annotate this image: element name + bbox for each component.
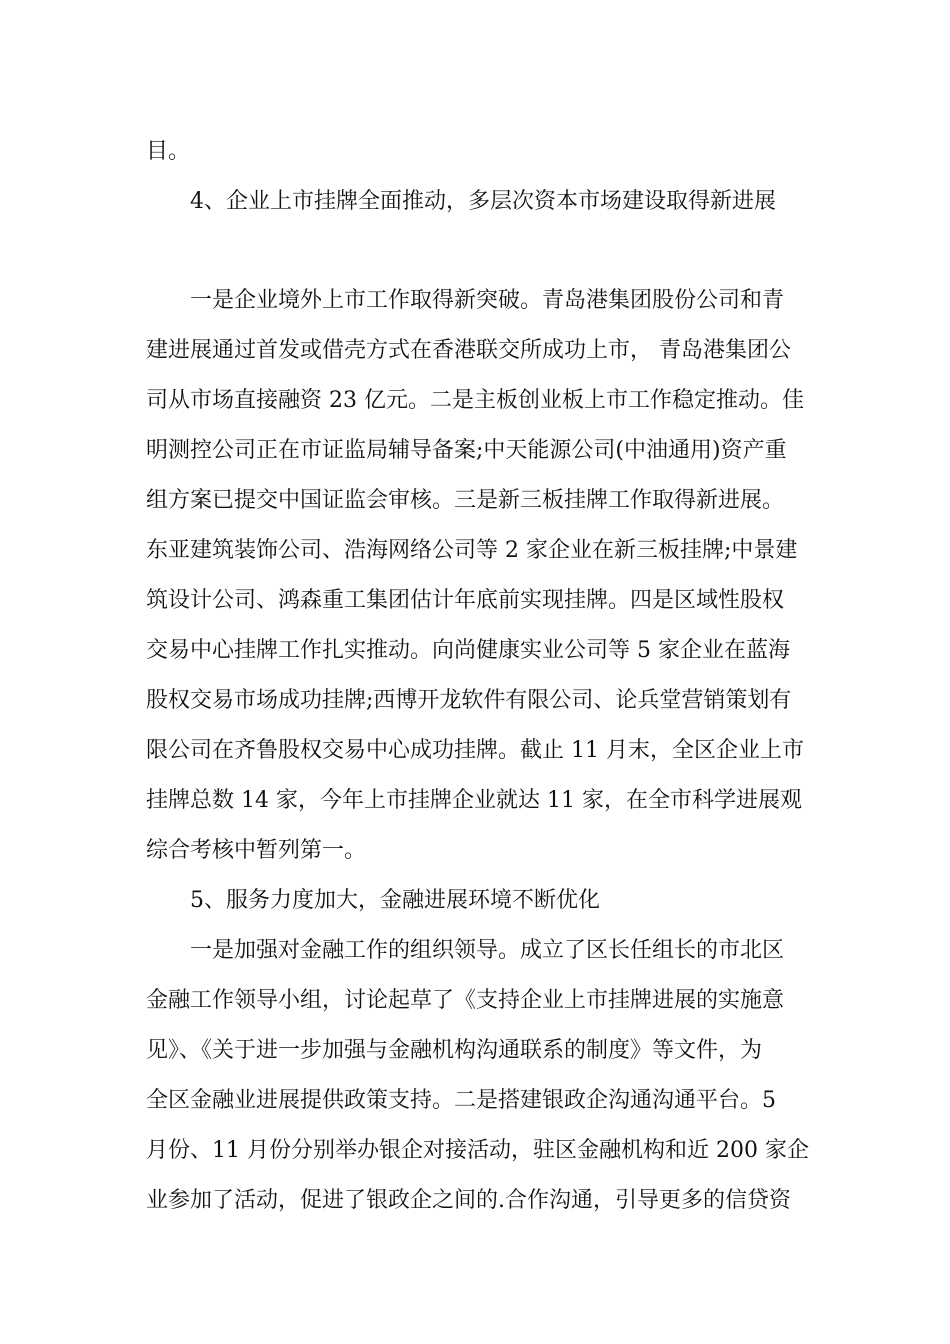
text-line-14: 综合考核中暂列第一。 xyxy=(146,838,367,863)
text-line-12: 限公司在齐鲁股权交易中心成功挂牌。截止 11 月末，全区企业上市 xyxy=(146,738,804,763)
text-line-11: 股权交易市场成功挂牌;西博开龙软件有限公司、论兵堂营销策划有 xyxy=(146,688,792,713)
text-line-4: 建进展通过首发或借壳方式在香港联交所成功上市， 青岛港集团公 xyxy=(146,338,791,363)
text-line-1: 目。 xyxy=(146,139,191,164)
text-line-9: 筑设计公司、鸿森重工集团估计年底前实现挂牌。四是区域性股权 xyxy=(146,588,785,613)
text-line-13: 挂牌总数 14 家，今年上市挂牌企业就达 11 家，在全市科学进展观 xyxy=(146,788,802,813)
text-line-21: 业参加了活动，促进了银政企之间的.合作沟通，引导更多的信贷资 xyxy=(146,1188,791,1213)
text-line-19: 全区金融业进展提供政策支持。二是搭建银政企沟通沟通平台。5 xyxy=(146,1088,776,1113)
text-line-6: 明测控公司正在市证监局辅导备案;中天能源公司(中油通用)资产重 xyxy=(146,438,787,463)
text-line-7: 组方案已提交中国证监会审核。三是新三板挂牌工作取得新进展。 xyxy=(146,488,785,513)
section-heading-4: 4、企业上市挂牌全面推动，多层次资本市场建设取得新进展 xyxy=(190,189,776,214)
text-line-5: 司从市场直接融资 23 亿元。二是主板创业板上市工作稳定推动。佳 xyxy=(146,388,804,413)
section-heading-5: 5、服务力度加大，金融进展环境不断优化 xyxy=(190,888,600,913)
text-line-17: 金融工作领导小组，讨论起草了《支持企业上市挂牌进展的实施意 xyxy=(146,988,785,1013)
text-line-3: 一是企业境外上市工作取得新突破。青岛港集团股份公司和青 xyxy=(190,288,785,313)
text-line-10: 交易中心挂牌工作扎实推动。向尚健康实业公司等 5 家企业在蓝海 xyxy=(146,638,790,663)
text-line-18: 见》、《关于进一步加强与金融机构沟通联系的制度》等文件，为 xyxy=(146,1038,763,1063)
text-line-20: 月份、11 月份分别举办银企对接活动，驻区金融机构和近 200 家企 xyxy=(146,1138,809,1163)
text-line-16: 一是加强对金融工作的组织领导。成立了区长任组长的市北区 xyxy=(190,938,785,963)
text-line-8: 东亚建筑装饰公司、浩海网络公司等 2 家企业在新三板挂牌;中景建 xyxy=(146,538,798,563)
